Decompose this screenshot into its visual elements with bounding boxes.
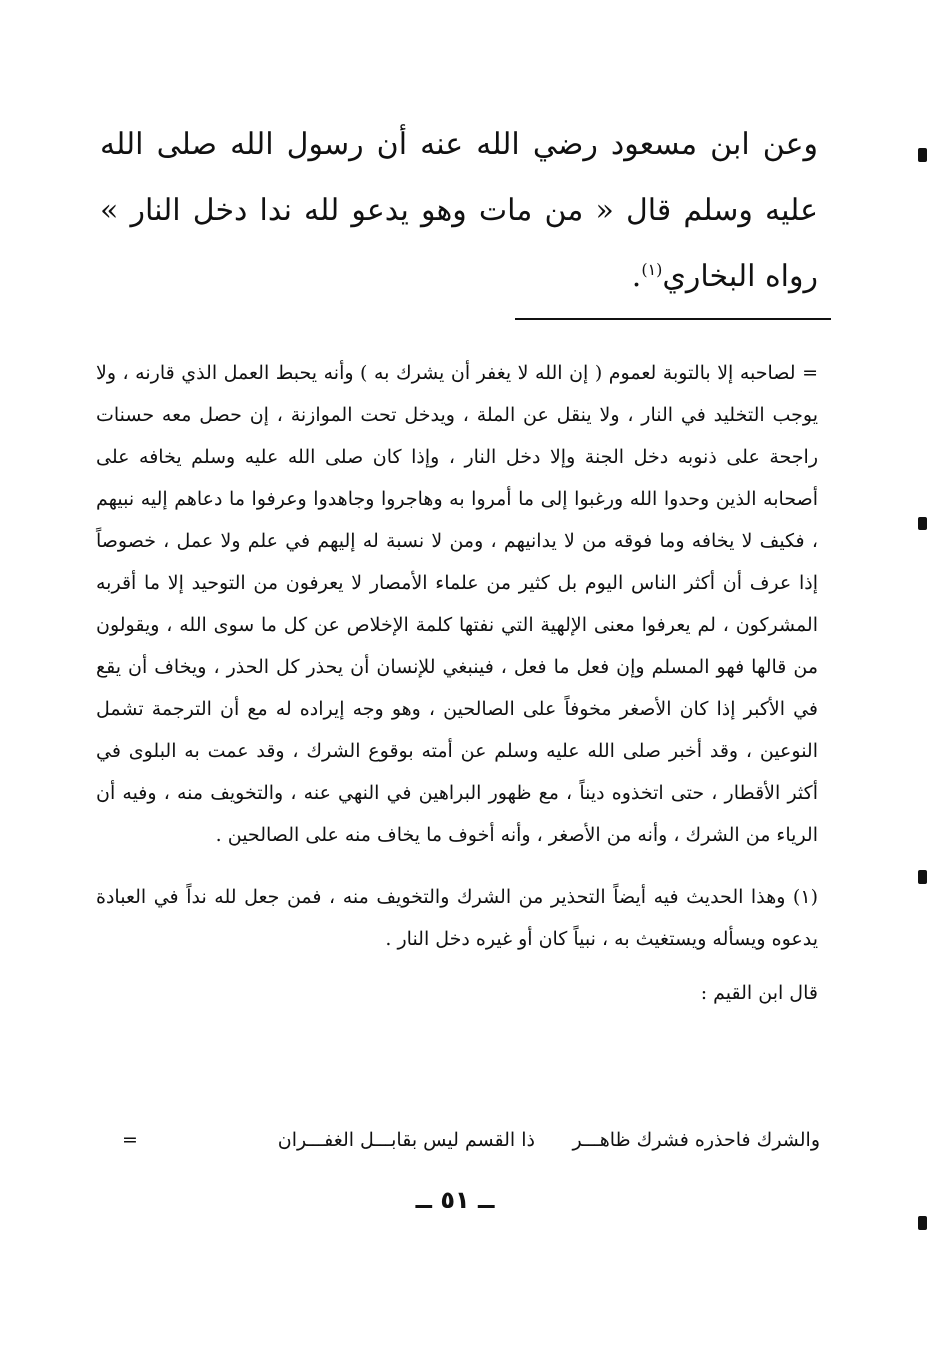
footnote-separator	[515, 318, 831, 320]
poem-hemistich-1: والشرك فاحذره فشرك ظاهـــر	[572, 1129, 820, 1151]
footnote-1: (١) وهذا الحديث فيه أيضاً التحذير من الشرك والتخويف منه ، فمن جعل لله نداً في العبادة يدعوه ويسأله ويستغيث به ، نبياً كان أو غيره دخل النار .	[96, 886, 818, 950]
continuation-mark: =	[122, 1129, 138, 1151]
footnotes-section	[96, 352, 818, 1014]
footnote-continued: = لصاحبه إلا بالتوبة لعموم ( إن الله لا يغفر أن يشرك به ) وأنه يحبط العمل الذي قارنه ، ولا يوجب التخليد في النار ، ولا ينقل عن الملة ، ويدخل تحت الموازنة ، إن حصل معه حسنات راجحة على ذنوبه دخل الجنة وإلا دخل النار ، وإذا كان صلى الله عليه وسلم يخافه على أصحابه الذين وحدوا الله ورغبوا إلى ما أمروا به وهاجروا وجاهدوا وعرفوا ما دعاهم إليه نبيهم ، فكيف لا يخافه وما فوقه من لا يدانيهم ، ومن لا نسبة له إليهم في علم ولا عمل ، خصوصاً إذا عرف أن أكثر الناس اليوم بل كثير من علماء الأمصار لا يعرفون من التوحيد إلا ما أقربه المشركون ، لم يعرفوا معنى الإلهية التي نفتها كلمة الإخلاص عن كل ما سوى الله ، ويقولون من قالها فهو المسلم وإن فعل ما فعل ، فينبغي للإنسان أن يحذر كل الحذر ، ويخاف أن يقع في الأكبر إذا كان الأصغر مخوفاً على الصالحين ، وهو وجه إيراده له مع أن الترجمة تشمل النوعين ، وقد أخبر صلى الله عليه وسلم عن أمته بوقوع الشرك ، وقد عمت به البلوى في أكثر الأقطار ، حتى اتخذوه ديناً ، مع ظهور البراهين في النهي عنه ، والتخويف منه ، وفيه أن الرياء من الشرك ، وأنه من الأصغر ، وأنه أخوف ما يخاف منه على الصالحين .	[96, 362, 818, 846]
page-number: ــ ٥١ ــ	[415, 1186, 495, 1214]
poem-hemistich-2: ذا القسم ليس بقابـــل الغفـــران	[277, 1129, 535, 1151]
end-punctuation: .	[631, 259, 642, 294]
hadith-text: وعن ابن مسعود رضي الله عنه أن رسول الله صلى الله عليه وسلم قال « من مات وهو يدعو لله ندا دخل النار » رواه البخاري	[100, 127, 818, 294]
scan-edge-mark	[918, 517, 927, 530]
scan-edge-mark	[918, 148, 927, 162]
scan-edge-mark	[918, 870, 927, 884]
hadith-paragraph	[100, 112, 818, 310]
scan-edge-mark	[918, 1216, 927, 1230]
quote-intro: قال ابن القيم :	[700, 982, 818, 1004]
main-text	[100, 112, 818, 310]
footnote-reference: (١)	[641, 260, 663, 279]
